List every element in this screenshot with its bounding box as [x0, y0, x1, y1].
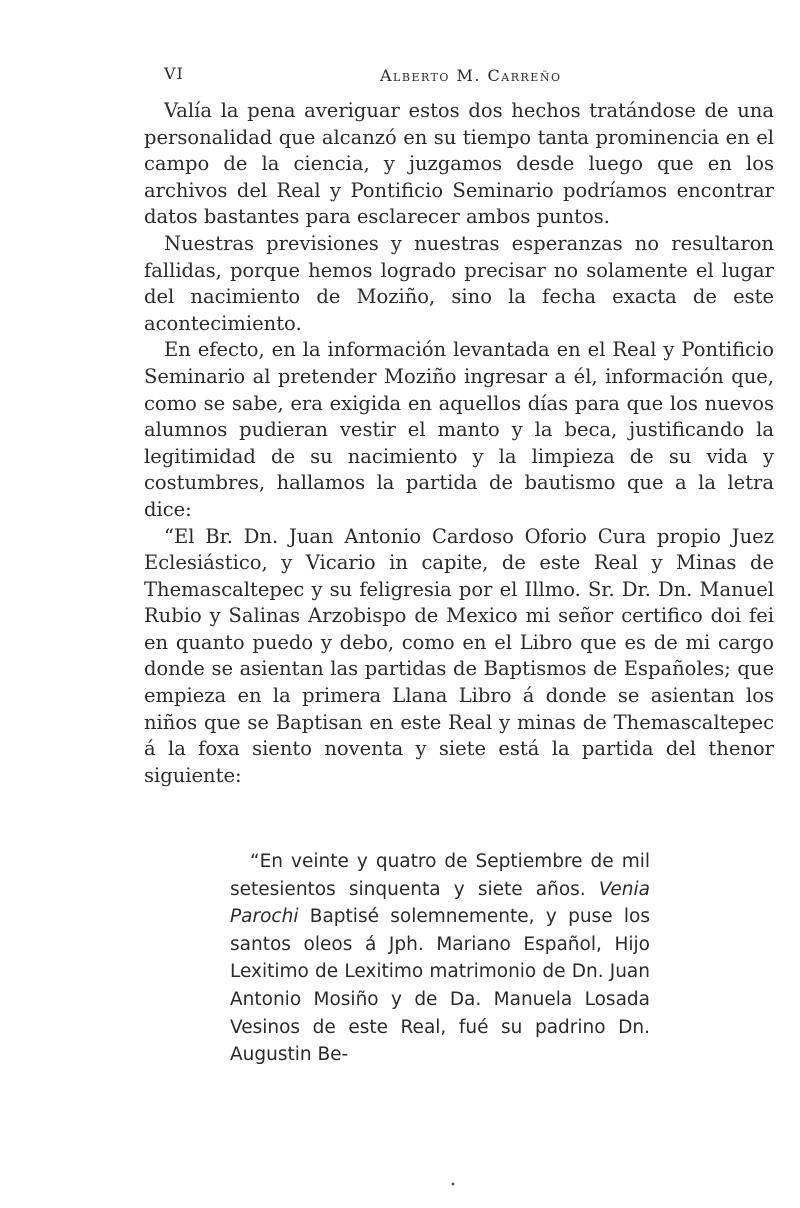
footer-mark: •: [450, 1180, 456, 1191]
quote-italic-phrase: Venia Parochi: [230, 878, 650, 928]
quote-line-1: “En veinte y quatro de Septiembre de mil setesientos sinquenta y siete años.: [230, 851, 650, 900]
quoted-baptism-record: [230, 848, 650, 1069]
paragraph-2: Nuestras previsiones y nuestras esperanzas no resultaron fallidas, porque hemos logrado precisar no solamente el lugar del nacimiento de Moziño, sino la fecha exacta de este acontecimiento.: [144, 231, 774, 335]
paragraph-1: Valía la pena averiguar estos dos hechos tratándose de una personalidad que alcanzó en su tiempo tanta prominencia en el campo de la ciencia, y juzgamos desde luego que en los archivos del Real y Pontificio Seminario podríamos encontrar datos bastantes para esclarecer ambos puntos.: [144, 99, 774, 229]
quote-paragraph: [230, 848, 650, 1069]
quote-line-2: Baptisé solemnemente, y puse los santos oleos á Jph. Mariano Español, Hijo Lexitimo de Lexitimo matrimonio de Dn. Juan Antonio Mosiño y de Da. Manuela Losada Vesinos de este Real, fué su padrino Dn. Augustin Be-: [230, 906, 650, 1066]
running-head: Alberto M. Carreño: [380, 66, 562, 85]
body-text: [144, 98, 774, 789]
paragraph-4: “El Br. Dn. Juan Antonio Cardoso Oforio Cura propio Juez Eclesiástico, y Vicario in capite, de este Real y Minas de Themascaltepec y su feligresia por el Illmo. Sr. Dr. Dn. Manuel Rubio y Salinas Arzobispo de Mexico mi señor certifico doi fei en quanto puedo y debo, como en el Libro que es de mi cargo donde se asientan las partidas de Baptismos de Españoles; que empieza en la primera Llana Libro á donde se asientan los niños que se Baptisan en este Real y minas de Themascaltepec á la foxa siento noventa y siete está la partida del thenor siguiente:: [144, 524, 774, 787]
paragraph-3: En efecto, en la información levantada en el Real y Pontificio Seminario al pretender Moziño ingresar a él, información que, como se sabe, era exigida en aquellos días para que los nuevos alumnos pudieran vestir el manto y la beca, justificando la legitimidad de su nacimiento y la limpieza de su vida y costumbres, hallamos la partida de bautismo que a la letra dice:: [144, 338, 774, 521]
page-header: [0, 60, 800, 90]
page-number: VI: [164, 64, 184, 83]
